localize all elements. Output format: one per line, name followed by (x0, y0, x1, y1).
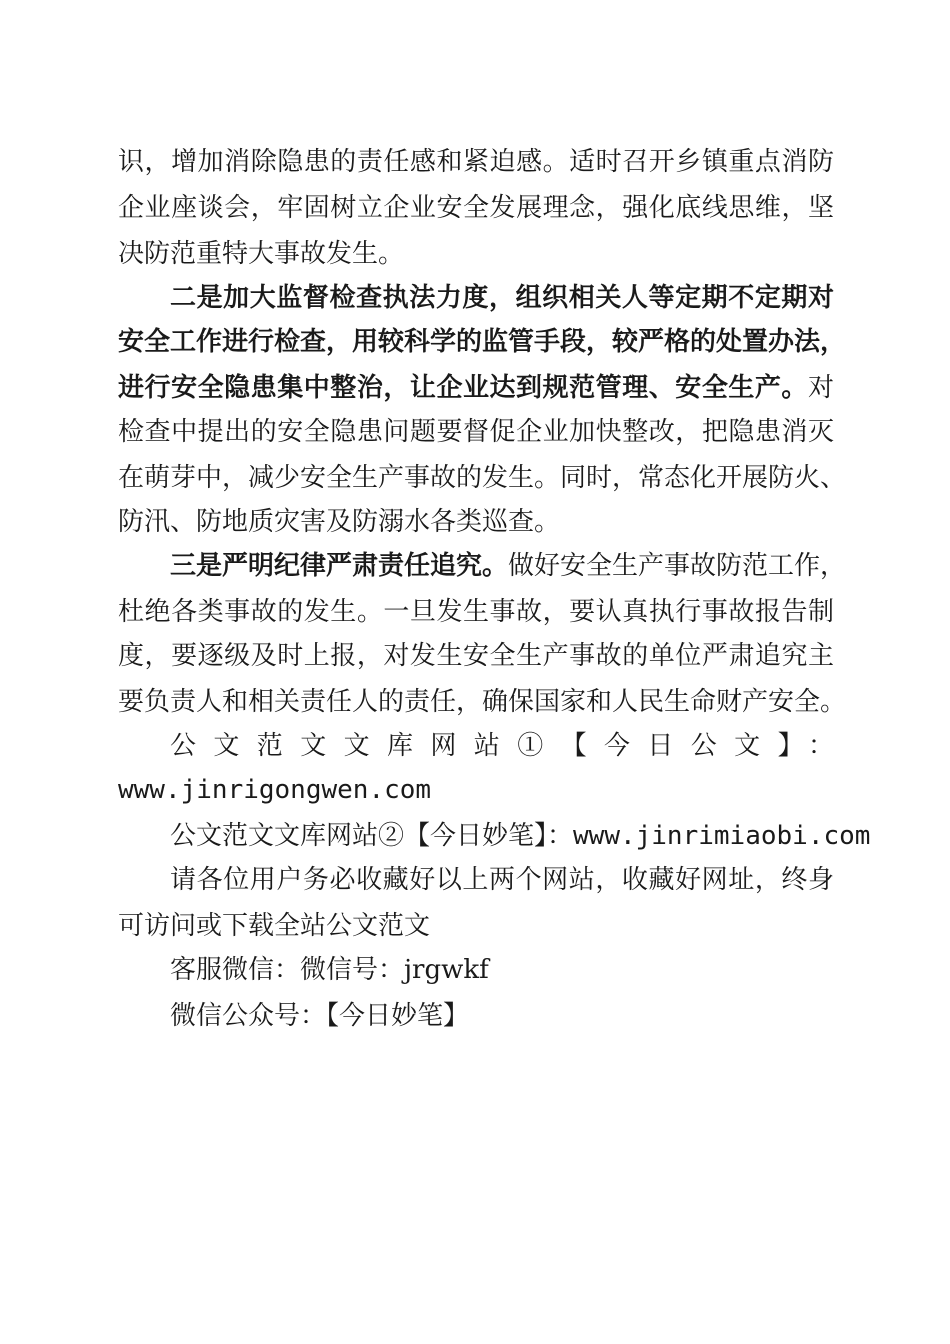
para2-line-3-bold: 进行安全隐患集中整治，让企业达到规范管理、安全生产。 (118, 373, 808, 403)
site2-line (170, 814, 871, 858)
para2-line-1: 二是加大监督检查执法力度，组织相关人等定期不定期对 (170, 283, 834, 313)
para2-line-3 (118, 366, 834, 410)
para3-line-3: 度，要逐级及时上报，对发生安全生产事故的单位严肃追究主 (118, 641, 834, 671)
para1-line-2: 企业座谈会，牢固树立企业安全发展理念，强化底线思维，坚 (118, 193, 834, 223)
site2-url[interactable]: www.jinrimiaobi.com (573, 821, 871, 851)
para2-line-2: 安全工作进行检查，用较科学的监管手段，较严格的处置办法， (118, 327, 847, 357)
para3-line-4: 要负责人和相关责任人的责任，确保国家和人民生命财产安全。 (118, 687, 847, 717)
para1-line-3: 决防范重特大事故发生。 (118, 239, 405, 269)
para1-line-1: 识，增加消除隐患的责任感和紧迫感。适时召开乡镇重点消防 (118, 147, 834, 177)
para3-line-1 (170, 544, 847, 588)
para3-line-2: 杜绝各类事故的发生。一旦发生事故，要认真执行事故报告制 (118, 597, 834, 627)
para2-line-6: 防汛、防地质灾害及防溺水各类巡查。 (118, 507, 561, 537)
para2-line-5: 在萌芽中，减少安全生产事故的发生。同时，常态化开展防火、 (118, 463, 847, 493)
para3-line-1-rest: 做好安全生产事故防范工作， (508, 551, 847, 581)
site1-url[interactable]: www.jinrigongwen.com (118, 775, 432, 805)
site1-label: 公文范文文库网站①【今日公文】： (170, 731, 834, 761)
para2-line-4: 检查中提出的安全隐患问题要督促企业加快整改，把隐患消灭 (118, 417, 834, 447)
wechat-contact: 客服微信：微信号：jrgwkf (170, 955, 489, 985)
para2-line-3-rest: 对 (807, 373, 834, 403)
site2-label: 公文范文文库网站②【今日妙笔】： (170, 821, 574, 851)
official-account: 微信公众号：【今日妙笔】 (170, 1001, 470, 1031)
para3-lead: 三是严明纪律严肃责任追究。 (170, 551, 509, 581)
notice-line-2: 可访问或下载全站公文范文 (118, 911, 431, 941)
notice-line-1: 请各位用户务必收藏好以上两个网站，收藏好网址，终身 (170, 865, 834, 895)
